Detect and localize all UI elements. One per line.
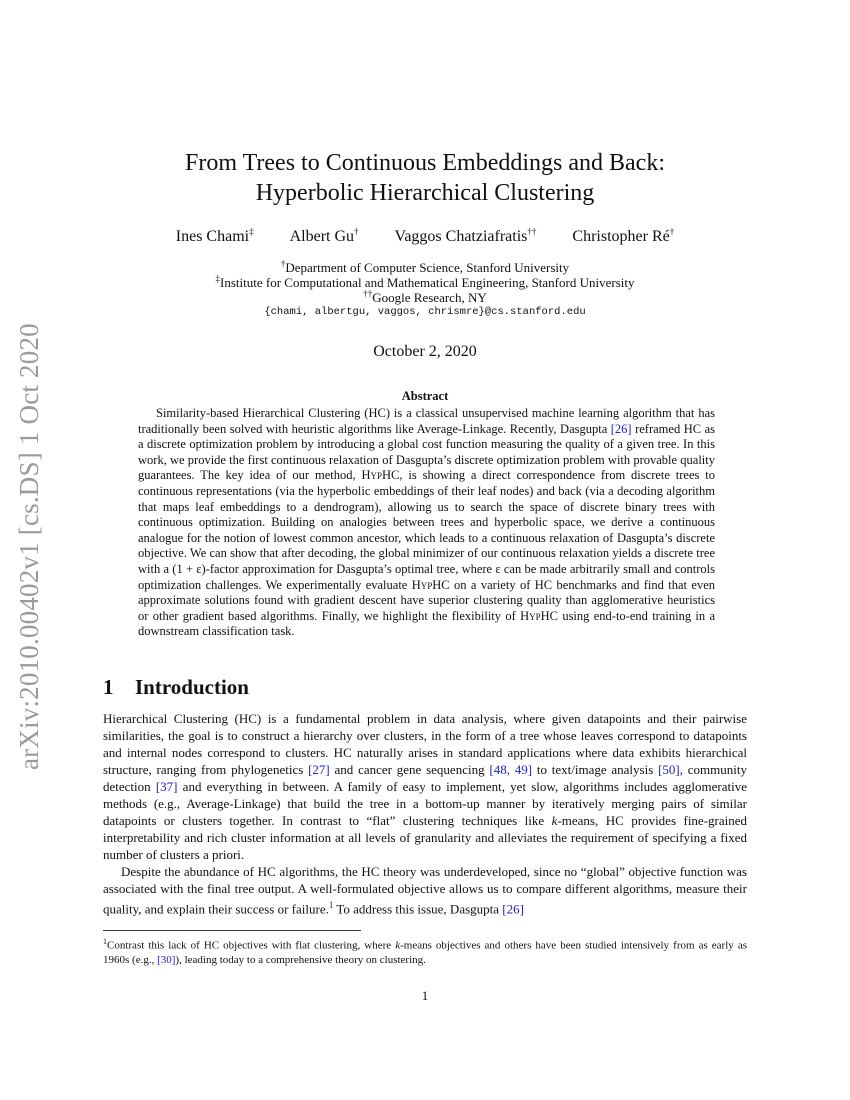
paper-title bbox=[100, 148, 750, 208]
citation-link[interactable]: [37] bbox=[155, 779, 178, 794]
affiliations bbox=[100, 260, 750, 320]
method-name: HypHC bbox=[520, 608, 558, 623]
citation-link[interactable]: [48, 49] bbox=[489, 762, 533, 777]
title-line-1: From Trees to Continuous Embeddings and Back: bbox=[185, 150, 665, 176]
author-emails: {chami, albertgu, vaggos, chrismre}@cs.stanford.edu bbox=[264, 306, 586, 318]
citation-link[interactable]: [50] bbox=[658, 762, 680, 777]
author: Albert Gu† bbox=[289, 226, 359, 245]
citation-link[interactable]: [30] bbox=[157, 953, 176, 966]
citation-link[interactable]: [27] bbox=[308, 762, 330, 777]
abstract-text: Similarity-based Hierarchical Clustering (HC) is a classical unsupervised machine learning algorithm that has traditionally been solved with heuristic algorithms like Average-Linkage. Recently, Dasgupta [26] reframed HC as a discrete optimization problem by introducing a global cost function measuring the quality of a given tree. In this work, we provide the first continuous relaxation of Dasgupta’s discrete optimization problem with provable quality guarantees. The key idea of our method, HypHC, is showing a direct correspondence from discrete trees to continuous representations (via the hyperbolic embeddings of their leaf nodes) and back (via a decoding algorithm that maps leaf embeddings to a dendrogram), allowing us to search the space of discrete binary trees with continuous optimization. Building on analogies between trees and hyperbolic space, we derive a continuous analogue for the notion of lowest common ancestor, which leads to a continuous relaxation of Dasgupta’s discrete objective. We can show that after decoding, the global minimizer of our continuous relaxation yields a discrete tree with a (1 + ε)-factor approximation for Dasgupta’s optimal tree, where ε can be made arbitrarily small and controls optimization challenges. We experimentally evaluate HypHC on a variety of HC benchmarks and find that even approximate solutions found with gradient descent have superior clustering quality than agglomerative heuristics or other gradient based algorithms. Finally, we highlight the flexibility of HypHC using end-to-end training in a downstream classification task. bbox=[138, 406, 715, 639]
intro-body bbox=[103, 710, 747, 917]
arxiv-stamp: arXiv:2010.00402v1 [cs.DS] 1 Oct 2020 bbox=[14, 323, 44, 770]
affiliation: ††Google Research, NY bbox=[363, 288, 487, 305]
author: Ines Chami‡ bbox=[175, 226, 254, 245]
paragraph: Hierarchical Clustering (HC) is a fundamental problem in data analysis, where given datapoints and their pairwise similarities, the goal is to construct a hierarchy over clusters, in the form of a tree whose leaves correspond to datapoints and internal nodes correspond to clusters. HC naturally arises in standard applications where data exhibits hierarchical structure, ranging from phylogenetics [27] and cancer gene sequencing [48, 49] to text/image analysis [50], community detection [37] and everything in between. A family of easy to implement, yet slow, algorithms includes agglomerative methods (e.g., Average-Linkage) that build the tree in a bottom-up manner by iteratively merging pairs of similar datapoints or clusters together. In contrast to “flat” clustering techniques like k-means, HC provides fine-grained interpretability and rich cluster information at all levels of granularity and alleviates the requirement of specifying a fixed number of clusters a priori. bbox=[103, 711, 748, 862]
author: Vaggos Chatziafratis†† bbox=[394, 226, 537, 245]
paragraph: Despite the abundance of HC algorithms, the HC theory was underdeveloped, since no “global” objective function was associated with the final tree output. A well-formulated objective allows us to compare different algorithms, measure their quality, and explain their success or failure.$^1$ To address this issue, Dasgupta [26] bbox=[103, 864, 747, 917]
citation-link[interactable]: [26] bbox=[502, 901, 524, 917]
method-name: HypHC bbox=[361, 468, 400, 483]
affiliation: ‡Institute for Computational and Mathematical Engineering, Stanford University bbox=[215, 273, 635, 290]
footnote-link[interactable]: 1 bbox=[328, 900, 334, 910]
author-list bbox=[100, 228, 750, 246]
abstract-heading: Abstract bbox=[401, 389, 449, 403]
footnote-divider bbox=[103, 930, 361, 931]
footnote: $^1$Contrast this lack of HC objectives with flat clustering, where k-means objectives and others have been studied intensively from as early as 1960s (e.g., [30]), leading today to a comprehensive theory on clustering. bbox=[103, 937, 747, 966]
page-number: 1 bbox=[421, 988, 429, 1003]
author: Christopher Ré† bbox=[572, 226, 675, 245]
publication-date: October 2, 2020 bbox=[373, 343, 477, 360]
citation-link[interactable]: [26] bbox=[610, 421, 632, 436]
method-name: HypHC bbox=[411, 577, 450, 592]
section-heading: 1 Introduction bbox=[103, 675, 249, 699]
title-line-2: Hyperbolic Hierarchical Clustering bbox=[255, 180, 595, 206]
affiliation: †Department of Computer Science, Stanford University bbox=[280, 258, 570, 275]
